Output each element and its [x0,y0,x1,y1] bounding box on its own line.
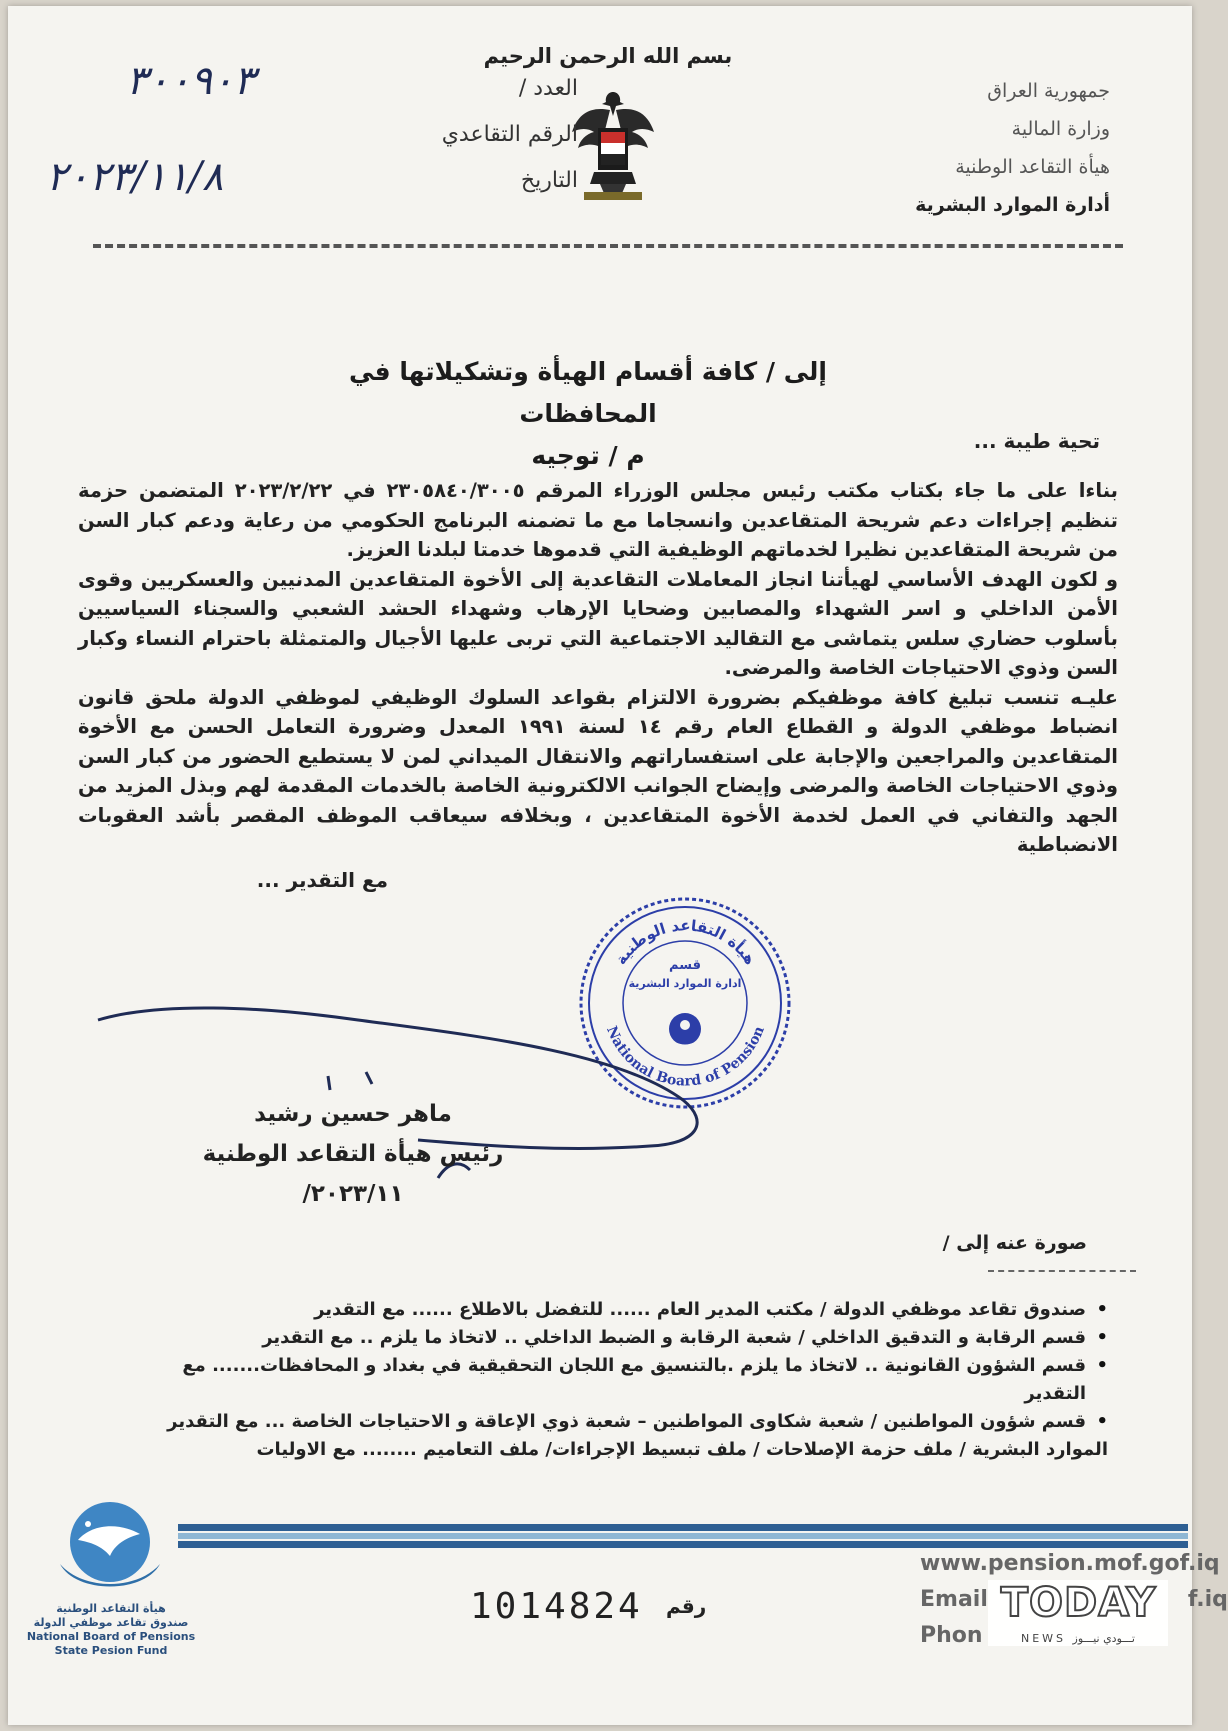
body-paragraph: عليـه تنسب تبليغ كافة موظفيكم بضرورة الالتزام بقواعد السلوك الوظيفي لموظفي الدولة ملحق قانون انضباط موظفي الدولة و القطاع العام رقم ١٤ لسنة ١٩٩١ المعدل وضرورة التعامل الحسن مع الأخوة المتقاعدين والمراجعين والإجابة على استفساراتهم والانتقال الميداني لمن لا يستطيع الحضور من كبار السن وذوي الاحتياجات الخاصة والمرضى وإيضاح الجوانب الالكترونية الخاصة بالخدمات المقدمة لهم وبذل المزيد من الجهد والتفاني في العمل لخدمة الأخوة المتقاعدين ، وبخلافه سيعاقب الموظف المقصر بأشد العقوبات الانضباطية [78,685,1118,856]
email-label: Email [920,1587,988,1612]
pension-board-logo-icon [48,1494,173,1604]
stamp-english-ring: National Board of Pension [603,1023,768,1090]
logo-caption-line: صندوق تقاعد موظفي الدولة [33,1616,189,1629]
pension-number-label: الرقم التقاعدي [441,122,578,147]
number-label: العدد / [518,76,578,101]
republic-name: جمهورية العراق [987,80,1110,102]
closing-phrase: مع التقدير ... [256,868,388,892]
copy-recipient: • قسم الرقابة و التدقيق الداخلي / شعبة الرقابة و الضبط الداخلي .. لاتخاذ ما يلزم .. مع التقدير [158,1324,1086,1352]
copy-recipient-continuation: الموارد البشرية / ملف حزمة الإصلاحات / ملف تبسيط الإجراءات/ ملف التعاميم ........ مع الاوليات [256,1439,1108,1460]
handwritten-date: ٢٠٢٣/١١/٨ [46,154,224,200]
serial-number: 1014824 [470,1586,643,1627]
signature-date: ٢٠٢٣/١١/ [302,1181,404,1207]
phone-label: Phon [920,1623,983,1648]
logo-caption-line: National Board of Pensions [26,1630,196,1643]
board-name: هيأة التقاعد الوطنية [955,156,1110,178]
website-link[interactable]: www.pension.mof.gof.iq [920,1551,1220,1576]
stamp-center-label: قسم [669,958,701,973]
greeting: تحية طيبة ... [973,429,1100,453]
signer-name: ماهر حسين رشيد [254,1101,452,1127]
logo-caption-line: هيأة التقاعد الوطنية [56,1602,166,1615]
iraq-eagle-emblem-icon [570,88,656,206]
signer-title: رئيس هيأة التقاعد الوطنية [202,1141,504,1167]
copies-list [158,1296,1108,1464]
copies-title: صورة عنه إلى / [942,1232,1087,1254]
signer-block [188,1094,518,1214]
watermark-subtitle: NEWS تـــودي نيـــوز [1020,1632,1135,1645]
date-label: التاريخ [520,168,578,193]
letter-page [8,6,1228,1725]
logo-caption [26,1602,196,1658]
recipient: إلى / كافة أقسام الهيأة وتشكيلاتها في المحافظات [349,357,827,428]
serial-label: رقم [666,1594,707,1618]
department-name: أدارة الموارد البشرية [915,194,1110,216]
letter-body [78,476,1118,860]
copy-recipient: • صندوق تقاعد موظفي الدولة / مكتب المدير العام ...... للتفضل بالاطلاع ...... مع التقدير [158,1296,1086,1324]
copy-recipient: • قسم شؤون المواطنين / شعبة شكاوى المواطنين – شعبة ذوي الإعاقة و الاحتياجات الخاصة ... مع التقدير [158,1408,1086,1436]
copy-recipient: • قسم الشؤون القانونية .. لاتخاذ ما يلزم .بالتنسيق مع اللجان التحقيقية في بغداد و المحافظات....... مع التقدير [158,1352,1086,1408]
issuer-block [860,72,1110,224]
addressee-block [308,351,868,477]
stamp-arabic-ring: هيأة التقاعد الوطنية [611,916,760,969]
watermark-logo: TODAY [1000,1580,1157,1626]
email-tail: f.iq [1187,1587,1228,1612]
logo-caption-line: State Pesion Fund [54,1644,168,1657]
handwritten-number: ٣٠٠٩٠٣ [126,58,255,104]
basmala: بسم الله الرحمن الرحيم [483,44,733,68]
ministry-name: وزارة المالية [1011,118,1110,140]
body-paragraph: بناءا على ما جاء بكتاب مكتب رئيس مجلس الوزراء المرقم ٢٣٠٥٨٤٠/٣٠٠٥ في ٢٠٢٣/٢/٢٢ المتضمن حزمة تنظيم إجراءات دعم شريحة المتقاعدين وانسجاما مع ما تضمنه البرنامج الحكومي من رعاية ودعم كبار السن من شريحة المتقاعدين نظيرا لخدماتهم الوظيفية التي قدموها خدمتا لبلدنا العزيز. [78,479,1118,561]
copies-divider [988,1270,1136,1272]
stamp-department: ادارة الموارد البشرية [628,977,742,990]
header-divider [93,244,1123,248]
reference-block [348,66,578,204]
subject: م / توجيه [531,441,645,470]
body-paragraph: و لكون الهدف الأساسي لهيأتنا انجاز المعاملات التقاعدية إلى الأخوة المتقاعدين المدنيين والعسكريين وقوى الأمن الداخلي و اسر الشهداء والمصابين وضحايا الإرهاب وشهداء الحشد الشعبي والسجناء السياسيين بأسلوب حضاري سلس يتماشى مع التقاليد الاجتماعية التي تربى عليها الأجيال والمتمثلة باحترام النساء وكبار السن وذوي الاحتياجات الخاصة والمرضى. [78,567,1118,679]
